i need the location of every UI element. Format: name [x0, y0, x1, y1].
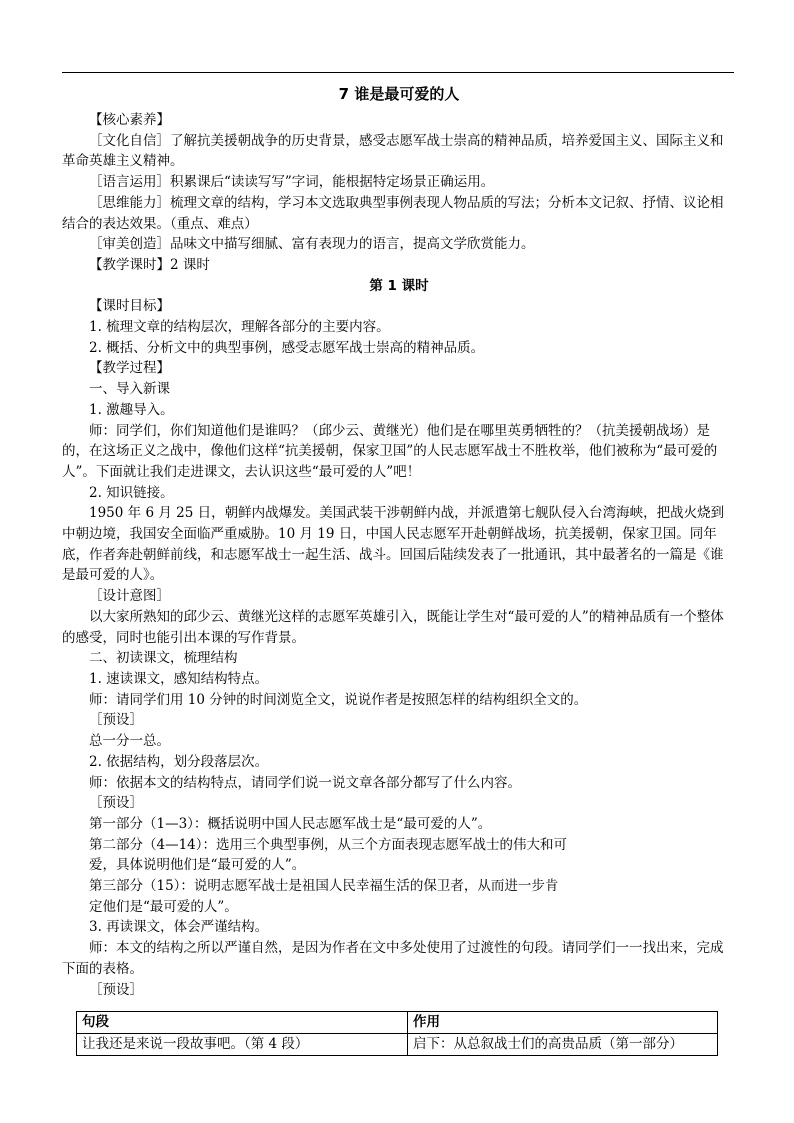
goals-heading: 【课时目标】: [89, 298, 170, 315]
step-heading: 1. 激趣导入。: [89, 401, 174, 418]
section-heading-2: 二、初读课文，梳理结构: [89, 650, 238, 667]
design-label: ［设计意图］: [89, 588, 170, 605]
paragraph: 第二部分（4—14）：选用三个典型事例，从三个方面表现志愿军战士的伟大和可: [89, 836, 568, 853]
preset-label: ［预设］: [89, 712, 143, 729]
table-row: [77, 1034, 718, 1056]
process-heading: 【教学过程】: [89, 360, 170, 377]
table-header-cell: 句段: [77, 1012, 408, 1034]
core-item-thinking: ［思维能力］梳理文章的结构，学习本文选取典型事例表现人物品质的写法；分析本文记叙、抒情、议论相结合的表达效果。（重点、难点）: [62, 194, 724, 232]
document-page: [62, 82, 736, 1000]
goal-item-1: 1. 梳理文章的结构层次，理解各部分的主要内容。: [89, 319, 390, 336]
paragraph: 师：同学们，你们知道他们是谁吗？（邱少云、黄继光）他们是在哪里英勇牺牲的？（抗美援朝战场）是的，在这场正义之战中，像他们这样“抗美援朝，保家卫国”的人民志愿军战士不胜枚举，他们被称为“最可爱的人”。下面就让我们走进课文，去认识这些“最可爱的人”吧！: [62, 422, 718, 480]
step-heading: 1. 速读课文，感知结构特点。: [89, 670, 269, 687]
paragraph: 师：请同学们用 10 分钟的时间浏览全文，说说作者是按照怎样的结构组织全文的。: [89, 691, 588, 708]
paragraph: 1950 年 6 月 25 日，朝鲜内战爆发。美国武装干涉朝鲜内战，并派遣第七舰队侵入台湾海峡，把战火烧到中朝边境，我国安全面临严重威胁。10 月 19 日，中国人民志愿军开赴朝鲜战场，抗美援朝，保家卫国。同年底，作者奔赴朝鲜前线，和志愿军战士一起生活、战斗。回国后陆续发表了一批通讯，其中最著名的一篇是《谁是最可爱的人》。: [62, 505, 725, 584]
table-cell: 启下：从总叙战士们的高贵品质（第一部分）: [408, 1034, 718, 1056]
paragraph: 第三部分（15）：说明志愿军战士是祖国人民幸福生活的保卫者，从而进一步肯: [89, 878, 559, 895]
teaching-hours: 【教学课时】2 课时: [89, 256, 210, 273]
page-title: 7 谁是最可爱的人: [338, 85, 460, 103]
step-heading: 3. 再读课文，体会严谨结构。: [89, 919, 269, 936]
table-cell: 让我还是来说一段故事吧。（第 4 段）: [77, 1034, 408, 1056]
paragraph: 第一部分（1—3）：概括说明中国人民志愿军战士是“最可爱的人”。: [89, 815, 492, 832]
preset-label: ［预设］: [89, 981, 143, 998]
core-heading: 【核心素养】: [89, 112, 170, 128]
core-item-aesthetic: ［审美创造］品味文中描写细腻、富有表现力的语言，提高文学欣赏能力。: [89, 236, 535, 253]
paragraph: 师：依据本文的结构特点，请同学们说一说文章各部分都写了什么内容。: [89, 774, 521, 791]
section-heading-1: 一、导入新课: [89, 381, 170, 398]
paragraph: 以大家所熟知的邱少云、黄继光这样的志愿军英雄引入，既能让学生对“最可爱的人”的精神品质有一个整体的感受，同时也能引出本课的写作背景。: [62, 608, 724, 646]
lesson-title: 第 1 课时: [369, 277, 429, 294]
table-header-cell: 作用: [408, 1012, 718, 1034]
core-item-culture: ［文化自信］了解抗美援朝战争的历史背景，感受志愿军战士崇高的精神品质，培养爱国主义、国际主义和革命英雄主义精神。: [62, 132, 724, 170]
table-header-row: [77, 1012, 718, 1034]
transition-table: [76, 1011, 718, 1056]
core-item-language: ［语言运用］积累课后“读读写写”字词，能根据特定场景正确运用。: [89, 174, 495, 191]
step-heading: 2. 知识链接。: [89, 484, 174, 501]
step-heading: 2. 依据结构，划分段落层次。: [89, 753, 269, 770]
paragraph: 定他们是“最可爱的人”。: [89, 898, 238, 915]
preset-label: ［预设］: [89, 795, 143, 812]
goal-item-2: 2. 概括、分析文中的典型事例，感受志愿军战士崇高的精神品质。: [89, 339, 485, 356]
paragraph: 爱，具体说明他们是“最可爱的人”。: [89, 857, 306, 874]
paragraph: 师：本文的结构之所以严谨自然，是因为作者在文中多处使用了过渡性的句段。请同学们一一找出来，完成下面的表格。: [62, 940, 724, 977]
paragraph: 总一分一总。: [89, 733, 170, 750]
top-rule: [62, 72, 734, 73]
